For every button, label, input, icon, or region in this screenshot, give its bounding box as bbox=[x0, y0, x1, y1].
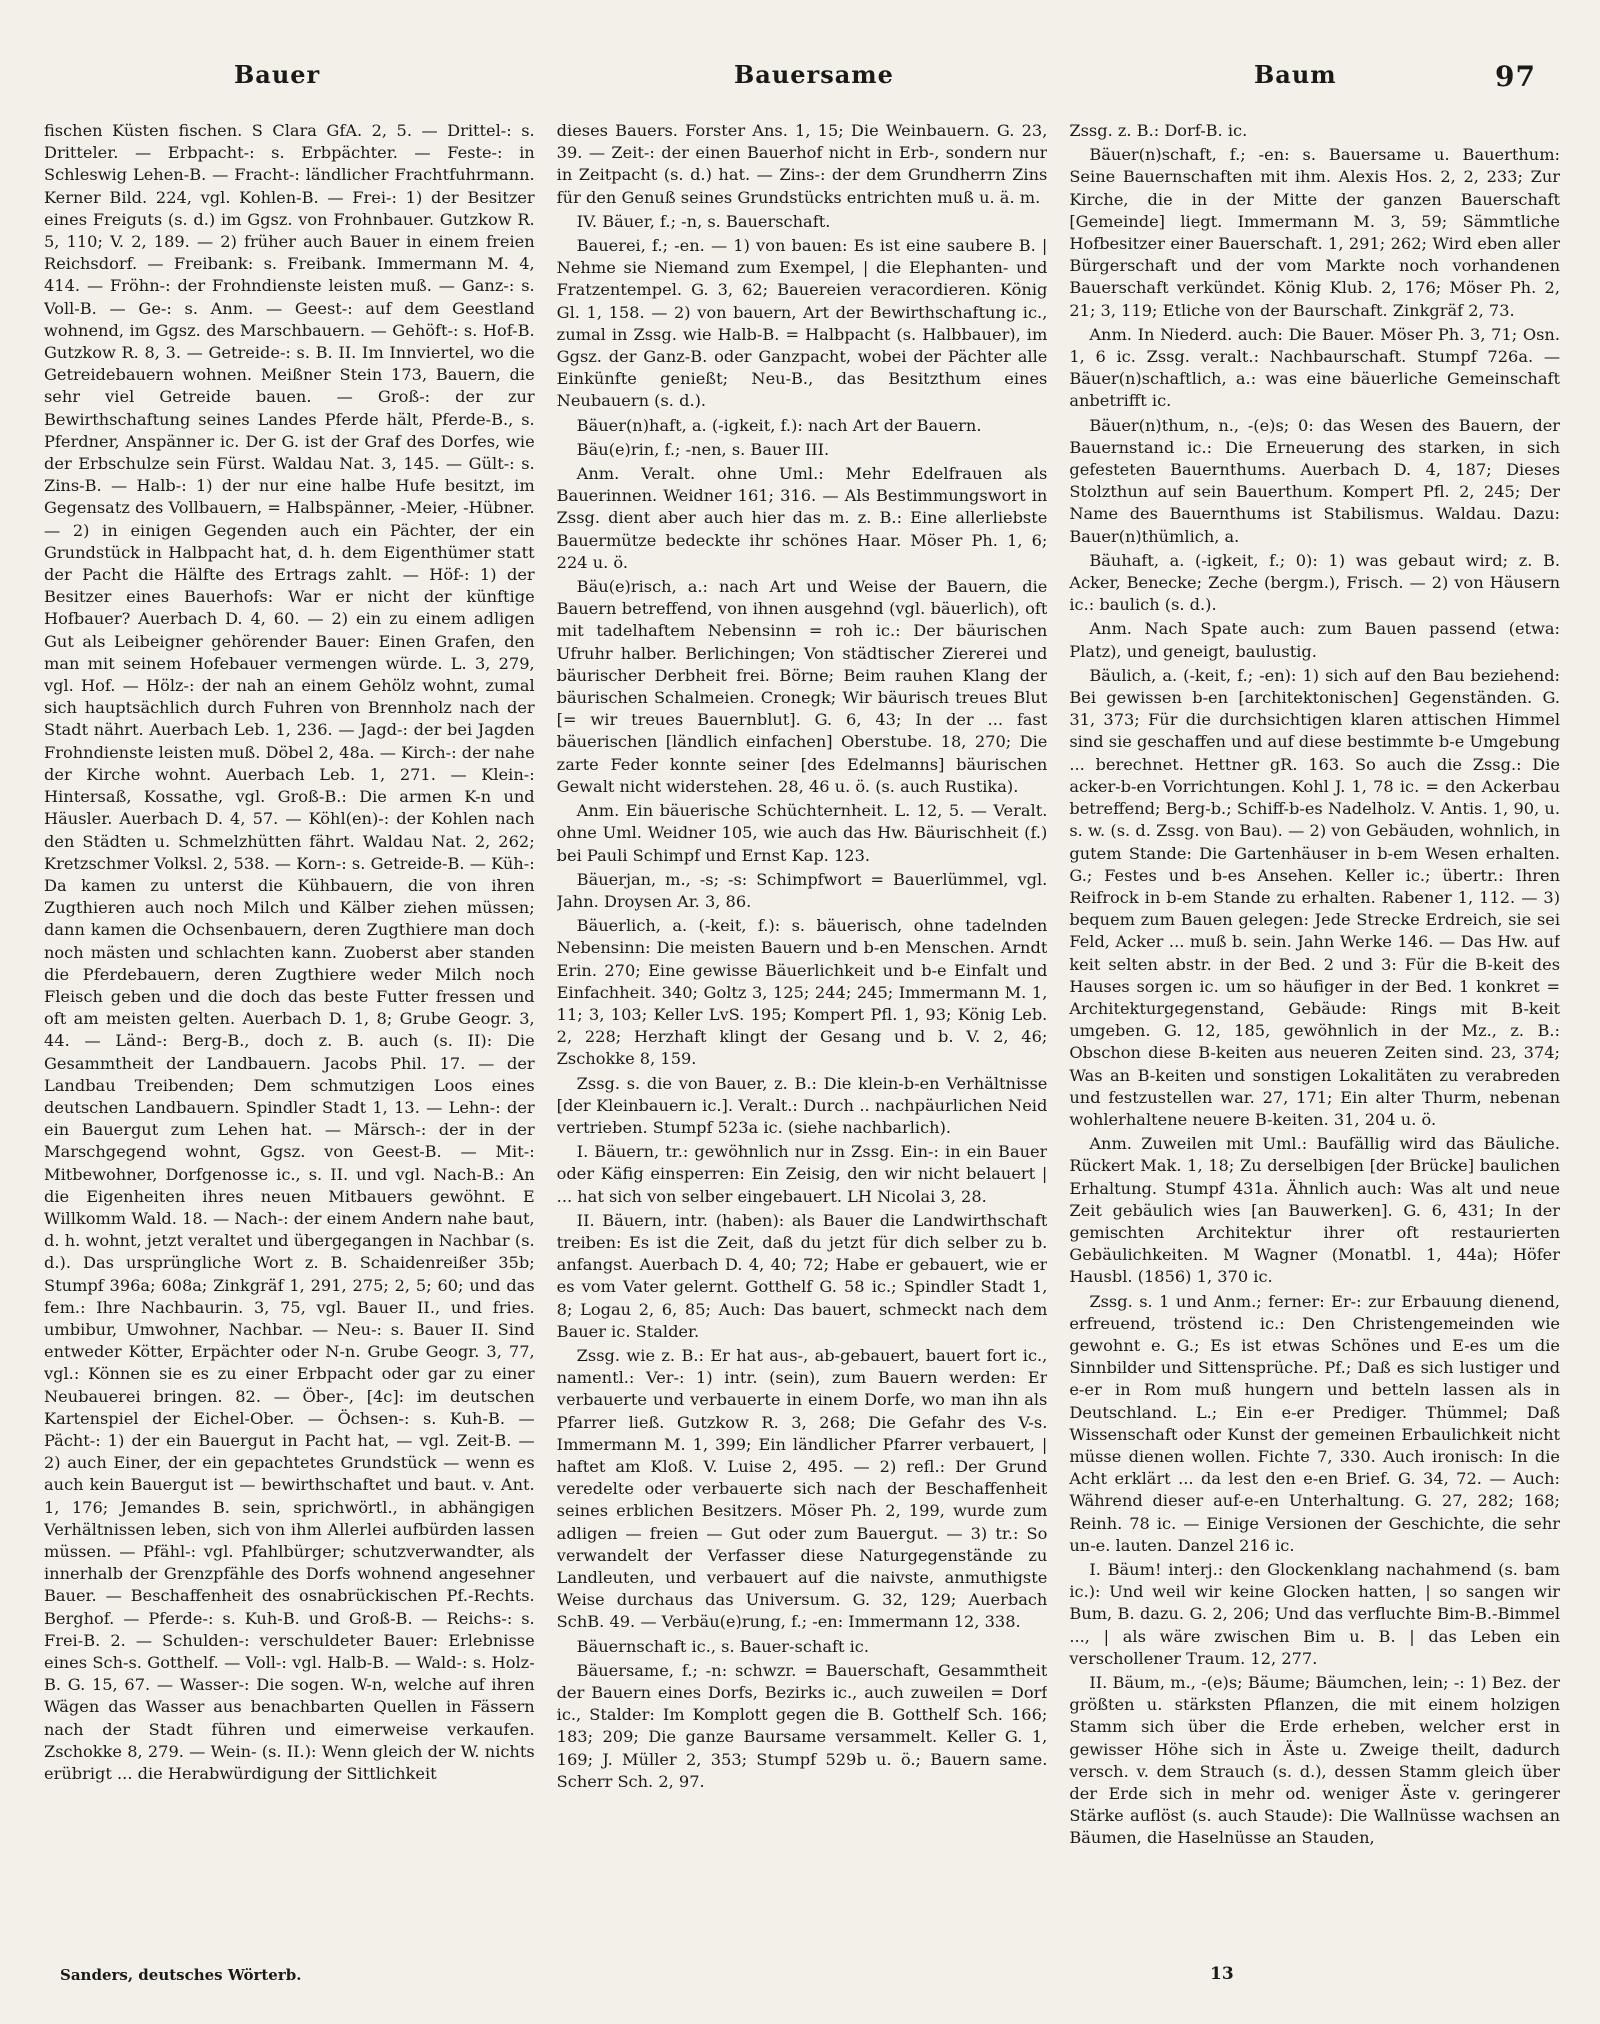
running-head bbox=[44, 60, 1556, 100]
dictionary-entry: Zssg. s. die von Bauer, z. B.: Die klein-b-en Verhältnisse [der Kleinbauern ic.]. Veralt.: Durch .. nachpäurlichen Neid vertrieben. Stumpf 523a ic. (siehe nachbarlich). bbox=[556, 1073, 1048, 1137]
dictionary-entry: Bäuhaft, a. (-igkeit, f.; 0): 1) was gebaut wird; z. B. Acker, Benecke; Zeche (bergm.), Frisch. — 2) von Häusern ic.: baulich (s. d.). bbox=[1069, 550, 1561, 615]
dictionary-entry: Anm. Zuweilen mit Uml.: Baufällig wird das Bäuliche. Rückert Mak. 1, 18; Zu derselbigen [der Brücke] baulichen Erhaltung. Stumpf 431a. Ähnlich auch: Was alt und neue Zeit gebäulich wies [an Bauwerken]. G. 6, 431; In der gemischten Architektur ihrer oft restaurierten Gebäulichkeiten. M Wagner (Monatbl. 1, 44a); Höfer Hausbl. (1856) 1, 370 ic. bbox=[1069, 1134, 1561, 1287]
dictionary-entry: Anm. In Niederd. auch: Die Bauer. Möser Ph. 3, 71; Osn. 1, 6 ic. Zssg. veralt.: Nachbaurschaft. Stumpf 726a. — Bäuer(n)schaftlich, a.: was eine bäuerliche Gemeinschaft anbetrifft ic. bbox=[1069, 324, 1561, 411]
dictionary-entry: Zssg. s. 1 und Anm.; ferner: Er-: zur Erbauung dienend, erfreuend, tröstend ic.: Den Christengemeinden wie gewohnt e. G.; Es ist etwas Schönes und E-es um die Sinnbilder und Sittensprüche. Pf.; Daß es sich lustiger und e-er in Rom muß hungern und betteln lassen als in Deutschland. L.; Ein e-er Prediger. Thümmel; Daß Wissenschaft oder Kunst der gemeinen Erbaulichkeit nicht müsse dienen wollen. Fichte 7, 330. Auch ironisch: In die Acht erklärt ... da lest den e-en Brief. G. 34, 72. — Auch: Während dieser auf-e-en Unterhaltung. G. 27, 282; 168; Reinh. 78 ic. — Einige Versionen der Geschichte, die sehr un-e. lauten. Danzel 216 ic. bbox=[1069, 1291, 1561, 1555]
dictionary-entry: Anm. Ein bäuerische Schüchternheit. L. 12, 5. — Veralt. ohne Uml. Weidner 105, wie auch das Hw. Bäurischheit (f.) bei Pauli Schimpf und Ernst Kap. 123. bbox=[556, 801, 1048, 865]
dictionary-entry: I. Bäum! interj.: den Glockenklang nachahmend (s. bam ic.): Und weil wir keine Glocken hatten, | so sangen wir Bum, B. dazu. G. 2, 206; Und das verfluchte Bim-B.-Bimmel ..., | als wäre zwischen Bim u. B. | das Leben ein verschollener Traum. 12, 277. bbox=[1069, 1560, 1561, 1668]
dictionary-entry: Bäuerlich, a. (-keit, f.): s. bäuerisch, ohne tadelnden Nebensinn: Die meisten Bauern und b-en Menschen. Arndt Erin. 270; Eine gewisse Bäuerlichkeit und b-e Einfalt und Einfachheit. 340; Goltz 3, 125; 244; 245; Immermann M. 1, 11; 3, 103; Keller LvS. 195; Kompert Pfl. 1, 93; König Leb. 2, 228; Herzhaft klingt der Gesang und b. V. 2, 46; Zschokke 8, 159. bbox=[556, 916, 1048, 1069]
dictionary-entry: Bäuerjan, m., -s; -s: Schimpfwort = Bauerlümmel, vgl. Jahn. Droysen Ar. 3, 86. bbox=[556, 869, 1048, 911]
publisher-footer: Sanders, deutsches Wörterb. bbox=[60, 1966, 302, 1984]
column-3 bbox=[1069, 120, 1560, 1954]
dictionary-entry: Bäuersame, f.; -n: schwzr. = Bauerschaft, Gesammtheit der Bauern eines Dorfs, Bezirks ic., auch zuweilen = Dorf ic., Stalder: Im Komplott gegen die B. Gotthelf Sch. 166; 183; 209; Die ganze Baursame versammelt. Keller G. 1, 169; J. Müller 2, 353; Stumpf 529b u. ö.; Bauern same. Scherr Sch. 2, 97. bbox=[556, 1660, 1048, 1791]
dictionary-entry: Bäuer(n)thum, n., -(e)s; 0: das Wesen des Bauern, der Bauernstand ic.: Die Erneuerung des starken, in sich gefesteten Bauernthums. Auerbach D. 4, 187; Dieses Stolzthun auf sein Bauerthum. Kompert Pfl. 2, 245; Der Name des Bauernthums ist Stabilismus. Waldau. Dazu: Bauer(n)thümlich, a. bbox=[1069, 415, 1561, 546]
column-1 bbox=[44, 120, 535, 1954]
signature-mark: 13 bbox=[1210, 1964, 1234, 1984]
dictionary-entry: II. Bäum, m., -(e)s; Bäume; Bäumchen, lein; -: 1) Bez. der größten u. stärksten Pflanzen, die mit einem holzigen Stamm sich über die Erde erheben, welcher erst in gewisser Höhe sich in Äste u. Zweige theilt, dadurch versch. v. dem Strauch (s. d.), dessen Stamm gleich über der Erde sich in mehr od. weniger Äste v. geringerer Stärke auflöst (s. auch Staude): Die Wallnüsse wachsen an Bäumen, die Haselnüsse an Stauden, bbox=[1069, 1673, 1561, 1848]
dictionary-entry: Bäuer(n)haft, a. (-igkeit, f.): nach Art der Bauern. bbox=[576, 415, 982, 435]
dictionary-entry: Bauerei, f.; -en. — 1) von bauen: Es ist eine saubere B. | Nehme sie Niemand zum Exempel, | die Elephanten- und Fratzentempel. G. 3, 62; Bauereien veracordieren. König Gl. 1, 158. — 2) von bauern, Art der Bewirthschaftung ic., zumal in Zssg. wie Halb-B. = Halbpacht (s. Halbbauer), im Ggsz. der Ganz-B. oder Ganzpacht, wobei der Pächter alle Einkünfte genießt; Neu-B., das Besitzthum eines Neubauern (s. d.). bbox=[556, 236, 1048, 411]
dictionary-entry: Bäu(e)risch, a.: nach Art und Weise der Bauern, die Bauern betreffend, von ihnen ausgehnd (vgl. bäuerlich), oft mit tadelhaftem Nebensinn = roh ic.: Der bäurischen Ufruhr halber. Berlichingen; Von städtischer Ziererei und bäurischer Derbheit frei. Börne; Beim rauhen Klang der bäurischen Schalmeien. Cronegk; Wir bäurisch treues Blut [= wir treues Bauernblut]. G. 6, 43; In der ... fast bäuerischen [ländlich einfachen] Oberstube. 18, 270; Die zarte Feder konnte seiner [des Edelmanns] bäurischen Gewalt nicht widerstehen. 28, 46 u. ö. (s. auch Rustika). bbox=[556, 577, 1048, 796]
dictionary-entry: dieses Bauers. Forster Ans. 1, 15; Die Weinbauern. G. 23, 39. — Zeit-: der einen Bauerhof nicht in Erb-, sondern nur in Zeitpacht (s. d.) hat. — Zins-: der dem Grundherrn Zins für den Genuß seines Grundstücks entrichten muß u. ä. m. bbox=[556, 121, 1048, 207]
dictionary-entry: Bäulich, a. (-keit, f.; -en): 1) sich auf den Bau beziehend: Bei gewissen b-en [architektonischen] Gegenständen. G. 31, 373; Für die durchsichtigen klaren attischen Himmel sind sie geschaffen und auf diese bestimmte b-e Umgebung ... berechnet. Hettner gR. 163. So auch die Zssg.: Die acker-b-en Vorrichtungen. Kohl J. 1, 78 ic. = den Ackerbau betreffend; Berg-b.; Schiff-b-es Nadelholz. V. Antis. 1, 90, u. s. w. (s. d. Zssg. von Bau). — 2) von Gebäuden, wohnlich, in gutem Stande: Die Gartenhäuser in b-em Wesen erhalten. G.; Festes und b-es Ansehen. Keller ic.; übertr.: Ihren Reifrock in b-em Stande zu erhalten. Rabener 1, 112. — 3) bequem zum Bauen gelegen: Jede Strecke Erdreich, sie sei Feld, Acker ... muß b. sein. Jahn Werke 146. — Das Hw. auf keit selten abstr. in der Bed. 2 und 3: Für die B-keit des Hauses sorgen ic. um so häufiger in der Bed. 1 konkret = Architekturgegenstand, Gebäude: Rings mit B-keit umgeben. G. 12, 185, gewöhnlich in der Mz., z. B.: Obschon diese B-keiten aus neueren Zeiten sind. 23, 374; Was an B-keiten und sonstigen Lokalitäten zu verabreden und festzustellen war. 27, 171; Ein alter Thurm, nebenan wohlerhaltene neuere B-keiten. 31, 204 u. ö. bbox=[1069, 665, 1561, 1129]
dictionary-entry: Zssg. wie z. B.: Er hat aus-, ab-gebauert, bauert fort ic., namentl.: Ver-: 1) intr. (sein), zum Bauern werden: Er verbauerte und verbauerte in einem Dorfe, wo man ihn als Pfarrer ließ. Gutzkow R. 3, 268; Die Gefahr des V-s. Immermann M. 1, 399; Ein ländlicher Pfarrer verbauert, | haftet am Kloß. V. Luise 2, 495. — 2) refl.: Der Grund veredelte oder verbauerte sich nach der Beschaffenheit seines erblichen Besitzers. Möser Ph. 2, 199, wurde zum adligen — freien — Gut oder zum Bauergut. — 3) tr.: So verwandelt der Verfasser diese Naturgegenstände zu Landleuten, und verbauert auf die naivste, anmuthigste Weise durchaus das Universum. G. 32, 129; Auerbach SchB. 49. — Verbäu(e)rung, f.; -en: Immermann 12, 338. bbox=[556, 1345, 1048, 1632]
dictionary-entry: Bäuer(n)schaft, f.; -en: s. Bauersame u. Bauerthum: Seine Bauernschaften mit ihm. Alexis Hos. 2, 2, 233; Zur Kirche, die in der Mitte der ganzen Bauerschaft [Gemeinde] liegt. Immermann M. 3, 59; Sämmtliche Hofbesitzer einer Bauerschaft. 1, 291; 262; Wird eben aller Bürgerschaft und der vom Markte noch vorhandenen Bauerschaft verkündet. König Klub. 2, 176; Möser Ph. 2, 21; 3, 119; Etliche von der Baurschaft. Zinkgräf 2, 73. bbox=[1069, 145, 1561, 320]
dictionary-entry: I. Bäuern, tr.: gewöhnlich nur in Zssg. Ein-: in ein Bauer oder Käfig einsperren: Ein Zeisig, den wir nicht belauert | ... hat sich von selber eingebauert. LH Nicolai 3, 28. bbox=[556, 1142, 1048, 1206]
dictionary-entry: Zssg. z. B.: Dorf-B. ic. bbox=[1069, 121, 1248, 140]
running-head-left: Bauer bbox=[234, 60, 321, 89]
dictionary-entry: Bäuernschaft ic., s. Bauer-schaft ic. bbox=[576, 1636, 869, 1656]
column-2 bbox=[557, 120, 1048, 1954]
dictionary-entry: fischen Küsten fischen. S Clara GfA. 2, 5. — Drittel-: s. Dritteler. — Erbpacht-: s. Erbpächter. — Feste-: in Schleswig Lehen-B. — Fracht-: ländlicher Frachtfuhrmann. Kerner Bild. 224, vgl. Kohlen-B. — Frei-: 1) der Besitzer eines Freiguts (s. d.) im Ggsz. von Frohnbauer. Gutzkow R. 5, 110; V. 2, 189. — 2) früher auch Bauer in einem freien Reichsdorf. — Freibank: s. Freibank. Immermann M. 4, 414. — Fröhn-: der Frohndienste leisten muß. — Ganz-: s. Voll-B. — Ge-: s. Anm. — Geest-: auf dem Geestland wohnend, im Ggsz. des Marschbauern. — Gehöft-: s. Hof-B. Gutzkow R. 8, 3. — Getreide-: s. B. II. Im Innviertel, wo die Getreidebauern wohnen. Meißner Stein 173, Bauern, die sehr viel Getreide bauen. — Groß-: der zur Bewirthschaftung seines Landes Pferde hält, Pferde-B., s. Pferdner, Anspänner ic. Der G. ist der Graf des Dorfes, wie der Erbschulze sein Fürst. Waldau Nat. 3, 145. — Gült-: s. Zins-B. — Halb-: 1) der nur eine halbe Hufe besitzt, im Gegensatz des Vollbauern, = Halbspänner, -Meier, -Hübner. — 2) in einigen Gegenden auch ein Pächter, der ein Grundstück in Halbpacht hat, d. h. dem Eigenthümer statt der Pacht die Hälfte des Ertrags zahlt. — Höf-: 1) der Besitzer eines Bauerhofs: War er nicht der künftige Hofbauer? Auerbach D. 4, 60. — 2) ein zu einem adligen Gut als Leibeigner gehörender Bauer: Einen Grafen, den man mit seinem Hofebauer vermengen würde. L. 3, 279, vgl. Hof. — Hölz-: der nah an einem Gehölz wohnt, zumal sich hauptsächlich durch Fuhren von Brennholz nach der Stadt nährt. Auerbach Leb. 1, 236. — Jagd-: der bei Jagden Frohndienste leisten muß. Döbel 2, 48a. — Kirch-: der nahe der Kirche wohnt. Auerbach Leb. 1, 271. — Klein-: Hintersaß, Kossathe, vgl. Groß-B.: Die armen K-n und Häusler. Auerbach D. 4, 57. — Köhl(en)-: der Kohlen nach den Städten u. Schmelzhütten fährt. Waldau Nat. 2, 262; Kretzschmer Volksl. 2, 538. — Korn-: s. Getreide-B. — Küh-: Da kamen zu unterst die Kühbauern, die von ihren Zugthieren auch noch Milch und Kälber ziehen müssen; dann kamen die Ochsenbauern, deren Zugthiere man doch noch mästen und schlachten kann. Zuoberst aber standen die Pferdebauern, deren Zugthiere weder Milch noch Fleisch geben und die doch das beste Futter fressen und oft am meisten gelten. Auerbach D. 1, 8; Grube Geogr. 3, 44. — Länd-: Berg-B., doch z. B. auch (s. II): Die Gesammtheit der Landbauern. Jacobs Phil. 17. — der Landbau Treibenden; Dem schmutzigen Loos eines deutschen Landbauern. Spindler Stadt 1, 13. — Lehn-: der ein Bauergut zum Lehen hat. — Märsch-: der in der Marschgegend wohnt, Ggsz. von Geest-B. — Mit-: Mitbewohner, Dorfgenosse ic., s. II. und vgl. Nach-B.: An die Eigenheiten ihres neuen Mitbauers gewöhnt. E Willkomm Wald. 18. — Nach-: der einem Andern nahe baut, d. h. wohnt, jetzt veraltet und übergegangen in Nachbar (s. d.). Das ursprüngliche Wort z. B. Schaidenreißer 35b; Stumpf 396a; 608a; Zinkgräf 1, 291, 275; 2, 5; 60; und das fem.: Ihre Nachbaurin. 3, 75, vgl. Bauer II., und fries. umbibur, Umwohner, Nachbar. — Neu-: s. Bauer II. Sind entweder Kötter, Erpächter oder N-n. Grube Geogr. 3, 77, vgl.: Können sie es zu einer Erbpacht oder gar zu einer Neubauerei bringen. 82. — Öber-, [4c]: im deutschen Kartenspiel der Eichel-Ober. — Öchsen-: s. Kuh-B. — Pächt-: 1) der ein Bauergut in Pacht hat, — vgl. Zeit-B. — 2) auch Einer, der ein gepachtetes Grundstück — wenn es auch kein Bauergut ist — bewirthschaftet und baut. v. Ant. 1, 176; Jemandes B. sein, sprichwörtl., in abhängigen Verhältnissen leben, sich von ihm Allerlei aufbürden lassen müssen. — Pfähl-: vgl. Pfahlbürger; schutzverwandter, als innerhalb der Grenzpfähle des Dorfs wohnend angesehner Bauer. — Beschaffenheit des osnabrückischen Pf.-Rechts. Berghof. — Pferde-: s. Kuh-B. und Groß-B. — Reichs-: s. Frei-B. 2. — Schulden-: verschuldeter Bauer: Erlebnisse eines Sch-s. Gotthelf. — Voll-: vgl. Halb-B. — Wald-: s. Holz-B. G. 15, 67. — Wasser-: Die sogen. W-n, welche auf ihren Wägen das Wasser aus benachbarten Quellen in Fässern nach der Stadt führen und eimerweise verkaufen. Zschokke 8, 279. — Wein- (s. II.): Wenn gleich der W. nichts erübrigt ... die Herabwürdigung der Sittlichkeit bbox=[44, 121, 535, 1784]
dictionary-entry: Bäu(e)rin, f.; -nen, s. Bauer III. bbox=[576, 439, 830, 459]
text-columns bbox=[44, 120, 1560, 1954]
dictionary-entry: II. Bäuern, intr. (haben): als Bauer die Landwirthschaft treiben: Es ist die Zeit, daß du jetzt für dich selber zu b. anfangst. Auerbach D. 4, 40; 72; Habe er gebauert, wie er es vom Vater gelernt. Gotthelf G. 58 ic.; Spindler Stadt 1, 8; Logau 2, 6, 85; Auch: Das bauert, schmeckt nach dem Bauer ic. Stalder. bbox=[556, 1210, 1048, 1341]
running-head-right: Baum bbox=[1254, 60, 1337, 89]
dictionary-entry: Anm. Veralt. ohne Uml.: Mehr Edelfrauen als Bauerinnen. Weidner 161; 316. — Als Bestimmungswort in Zssg. dient aber auch hier das m. z. B.: Eine allerliebste Bauermütze bedeckte ihr schönes Haar. Möser Ph. 1, 6; 224 u. ö. bbox=[556, 464, 1048, 572]
page-number: 97 bbox=[1495, 60, 1536, 93]
dictionary-entry: IV. Bäuer, f.; -n, s. Bauerschaft. bbox=[576, 211, 831, 231]
running-head-center: Bauersame bbox=[734, 60, 894, 89]
dictionary-entry: Anm. Nach Spate auch: zum Bauen passend (etwa: Platz), und geneigt, baulustig. bbox=[1069, 619, 1561, 661]
